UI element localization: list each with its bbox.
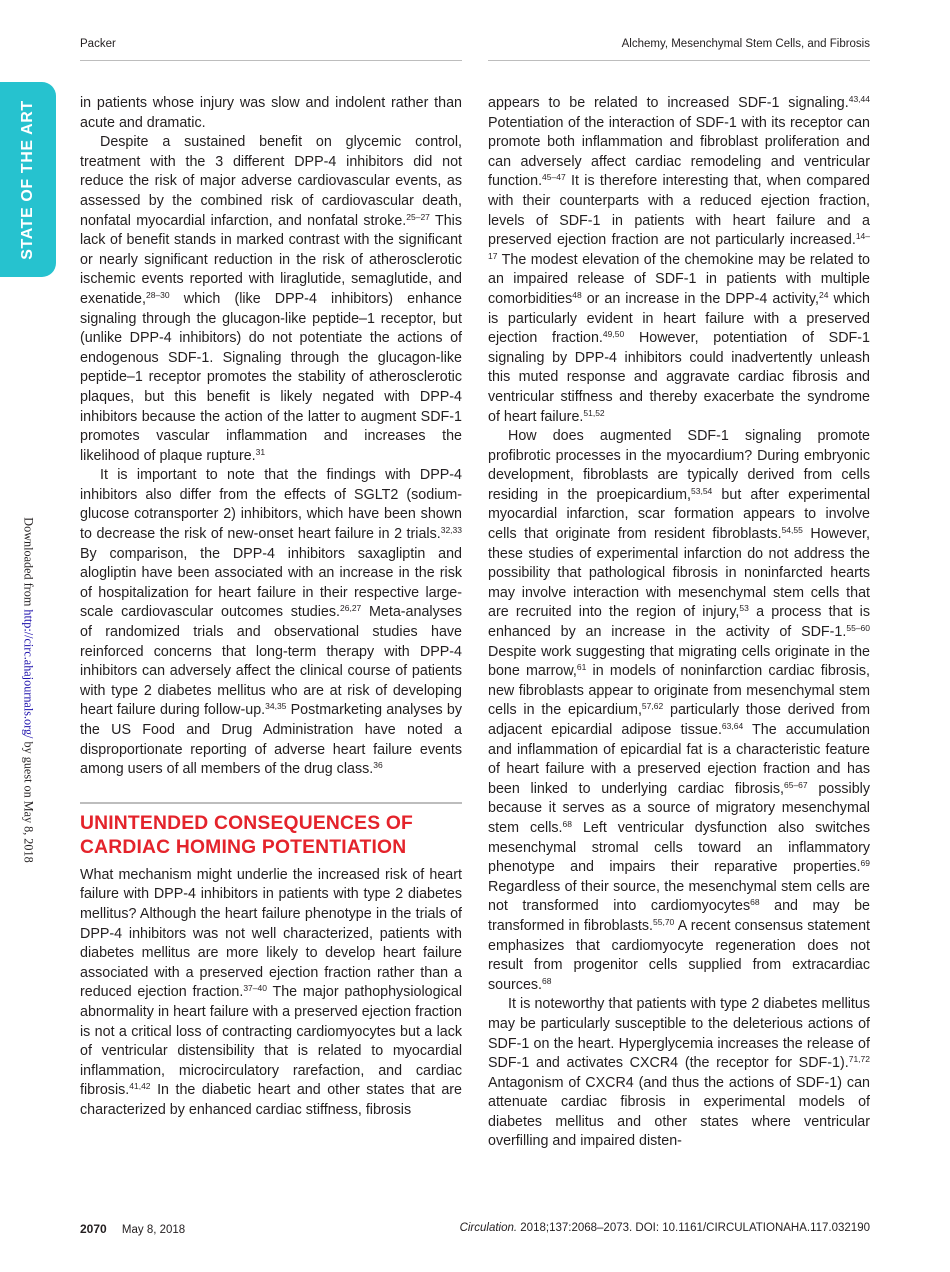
right-column [488, 94, 870, 1152]
download-link[interactable]: http://circ.ahajournals.org/ [21, 609, 36, 739]
citation-superscript: 51,52 [583, 407, 605, 418]
running-head-title: Alchemy, Mesenchymal Stem Cells, and Fibrosis [621, 38, 870, 50]
paragraph-text: However, these studies of experimental infarction do not address the possibility that pathological fibrosis in noninfarcted hearts may involve interaction with mesenchymal stem cells that are recruited into the region of injury, [488, 526, 870, 621]
citation-superscript: 34,35 [265, 701, 287, 712]
citation-superscript: 32,33 [440, 525, 462, 536]
footer-citation [460, 1222, 870, 1234]
paragraph-text: It is important to note that the findings with DPP-4 inhibitors also differ from the effects of SGLT2 (sodium-glucose cotransporter 2) inhibitors, which have been shown to decrease the risk of new-onset heart failure in 2 trials. [80, 467, 462, 543]
citation-superscript: 45–47 [542, 172, 566, 183]
citation-superscript: 71,72 [848, 1054, 870, 1065]
download-note-prefix: Downloaded from [21, 517, 36, 607]
paragraph [80, 866, 462, 1121]
section-heading-line-2: CARDIAC HOMING POTENTIATION [80, 836, 407, 858]
journal-name: Circulation. [459, 1222, 518, 1234]
section-heading [80, 812, 462, 860]
left-column [80, 94, 462, 1121]
citation-superscript: 28–30 [145, 289, 170, 300]
citation-superscript: 53,54 [691, 485, 713, 496]
footer-left [80, 1222, 185, 1236]
paragraph-text: Antagonism of CXCR4 (and thus the actions of SDF-1) can attenuate cardiac fibrosis in experimental models of diabetes mellitus and other states where ventricular overfilling and impaired disten- [488, 1074, 870, 1150]
citation-superscript: 61 [576, 662, 587, 673]
paragraph-text: What mechanism might underlie the increased risk of heart failure with DPP-4 inhibitors in patients with type 2 diabetes mellitus? Although the heart failure phenotype in the trials of DPP-4 inhibitors was not well characterized, patients with diabetes mellitus are more likely to develop heart failure associated with a preserved ejection fraction rather than a reduced ejection fraction. [80, 866, 462, 1001]
header-rule-left [80, 60, 462, 61]
citation-text: 2018;137:2068–2073. DOI: 10.1161/CIRCULATIONAHA.117.032190 [517, 1222, 870, 1234]
paragraph-text: By comparison, the DPP-4 inhibitors saxagliptin and alogliptin have been associated with an increase in the risk of hospitalization for heart failure in their respective large-scale cardiovascular outcomes studies. [80, 545, 462, 621]
paragraph-text: Potentiation of the interaction of SDF-1 with its receptor can promote both inflammation and fibroblast proliferation and can adversely affect cardiac remodeling and ventricular function. [488, 114, 870, 190]
paragraph-text: A recent consensus statement emphasizes that cardiomyocyte regeneration does not result from progenitor cells supplied from extracardiac sources. [488, 917, 871, 993]
footer-date: May 8, 2018 [121, 1224, 186, 1236]
paragraph-text: In the diabetic heart and other states that are characterized by enhanced cardiac stiffness, fibrosis [80, 1082, 462, 1118]
citation-superscript: 68 [542, 975, 552, 986]
citation-superscript: 37–40 [243, 983, 267, 994]
citation-superscript: 54,55 [781, 525, 803, 536]
citation-superscript: 36 [373, 760, 383, 771]
paragraph-text: Meta-analyses of randomized trials and observational studies have reinforced concerns that long-term therapy with DPP-4 inhibitors can adversely affect the clinical course of patients with type 2 diabetes mellitus who are at risk of developing heart failure during follow-up. [80, 604, 462, 719]
section-heading-line-1: UNINTENDED CONSEQUENCES OF [80, 812, 414, 834]
citation-superscript: 43,44 [848, 94, 870, 104]
paragraph [488, 995, 870, 1152]
paragraph-text: possibly because it serves as a source of migratory mesenchymal stem cells. [488, 780, 870, 836]
paragraph-text: The modest elevation of the chemokine may be related to an impaired release of SDF-1 in patients with multiple comorbidities [488, 251, 870, 307]
paragraph-text: appears to be related to increased SDF-1 signaling. [488, 95, 849, 111]
paragraph-text: This lack of benefit stands in marked contrast with the significant or nearly significant reduction in the risk of atherosclerotic ischemic events reported with liraglutide, semaglutide, and exenatide, [80, 212, 462, 307]
paragraph-text: How does augmented SDF-1 signaling promote profibrotic processes in the myocardium? During embryonic development, fibroblasts are typically derived from cells residing in the proepicardium, [488, 428, 870, 503]
citation-superscript: 55–60 [846, 623, 870, 634]
paragraph-text: which is particularly evident in heart failure with a preserved ejection fraction. [488, 290, 870, 347]
citation-superscript: 26,27 [340, 603, 362, 614]
paragraph-text: It is therefore interesting that, when compared with their counterparts with a reduced ejection fraction, levels of SDF-1 in patients with heart failure and a preserved ejection fraction are not particularly increased. [488, 173, 870, 249]
paragraph-text: in patients whose injury was slow and indolent rather than acute and dramatic. [80, 95, 462, 131]
citation-superscript: 68 [750, 897, 760, 908]
citation-superscript: 41,42 [129, 1081, 151, 1092]
section-body [80, 866, 462, 1121]
left-body [80, 94, 462, 780]
paragraph-text: Despite a sustained benefit on glycemic control, treatment with the 3 different DPP-4 inhibitors did not reduce the risk of major adverse cardiovascular events, as assessed by the combined risk of cardiovascular death, nonfatal myocardial infarction, and nonfatal stroke. [80, 134, 462, 229]
paragraph-text: It is noteworthy that patients with type 2 diabetes mellitus may be particularly susceptible to the deleterious actions of SDF-1 on the heart. Hyperglycemia increases the release of SDF-1 and activates CXCR4 (the receptor for SDF-1). [488, 996, 870, 1072]
paragraph-text: However, potentiation of SDF-1 signaling by DPP-4 inhibitors could inadvertently unleash this muted response and aggravate cardiac fibrosis and ventricular stiffness and thereby exacerbate the syndrome of heart failure. [488, 330, 870, 425]
download-note-suffix: by guest on May 8, 2018 [21, 741, 36, 863]
section-divider [80, 802, 462, 804]
paragraph-text: particularly those derived from adjacent epicardial adipose tissue. [488, 702, 870, 738]
citation-superscript: 14–17 [488, 231, 870, 261]
citation-superscript: 69 [860, 858, 870, 869]
paragraph [80, 466, 462, 780]
page-number: 2070 [80, 1222, 107, 1236]
paragraph-text: which (like DPP-4 inhibitors) enhance signaling through the glucagon-like peptide–1 receptor, but (unlike DPP-4 inhibitors) do not potentiate the actions of endogenous SDF-1. Signaling through the glucagon-like peptide–1 receptor promotes the stability of atherosclerotic plaques, but this benefit is likely negated with DPP-4 inhibitors because the action of the latter to augment SDF-1 promotes vascular inflammation and increases the likelihood of plaque rupture. [80, 290, 462, 464]
header-rule-right [488, 60, 870, 61]
paragraph [80, 94, 462, 133]
citation-superscript: 31 [255, 446, 266, 457]
paragraph-text: The major pathophysiological abnormality in heart failure with a preserved ejection fraction is not a critical loss of contracting cardiomyocytes but a lack of ventricular distensibility that is related to myocardial inflammation, microcirculatory rarefaction, and cardiac fibrosis. [80, 984, 462, 1099]
paragraph-text: or an increase in the DPP-4 activity, [581, 290, 819, 307]
download-note [21, 517, 36, 862]
running-head-author: Packer [80, 38, 116, 50]
paragraph [80, 133, 462, 466]
paragraph-text: Regardless of their source, the mesenchymal stem cells are not transformed into cardiomyocytes [488, 878, 870, 915]
paragraph [488, 94, 870, 427]
paragraph-text: Despite work suggesting that migrating cells originate in the bone marrow, [488, 643, 870, 680]
paragraph-text: in models of noninfarction cardiac fibrosis, new fibroblasts appear to originate from mesenchymal stem cells in the epicardium, [488, 663, 870, 719]
citation-superscript: 57,62 [641, 701, 664, 712]
citation-superscript: 63,64 [721, 721, 744, 731]
paragraph-text: and may be transformed in fibroblasts. [488, 898, 870, 934]
citation-superscript: 68 [562, 818, 572, 829]
paragraph-text: Left ventricular dysfunction also switches mesenchymal stromal cells toward an inflammatory phenotype and impairs their reparative properties. [488, 819, 871, 876]
paragraph-text: Postmarketing analyses by the US Food and Drug Administration have noted a disproportionate reporting of adverse heart failure events among users of all members of the drug class. [80, 702, 463, 778]
paragraph-text: a process that is enhanced by an increase in the activity of SDF-1. [488, 604, 870, 641]
citation-superscript: 53 [739, 603, 749, 614]
right-body [488, 94, 870, 1152]
citation-superscript: 65–67 [783, 779, 808, 790]
citation-superscript: 49,50 [602, 329, 625, 340]
citation-superscript: 55,70 [653, 916, 675, 927]
citation-superscript: 25–27 [406, 211, 430, 222]
citation-superscript: 24 [818, 289, 829, 300]
side-tab-label: STATE OF THE ART [19, 100, 36, 260]
citation-superscript: 48 [572, 289, 582, 300]
paragraph [488, 427, 870, 995]
paragraph-text: but after experimental myocardial infarction, scar formation appears to involve cells that originate from resident fibroblasts. [488, 486, 870, 543]
paragraph-text: The accumulation and inflammation of epicardial fat is a characteristic feature of heart failure with a preserved ejection fraction and has been linked to underlying cardiac fibrosis, [488, 722, 870, 797]
